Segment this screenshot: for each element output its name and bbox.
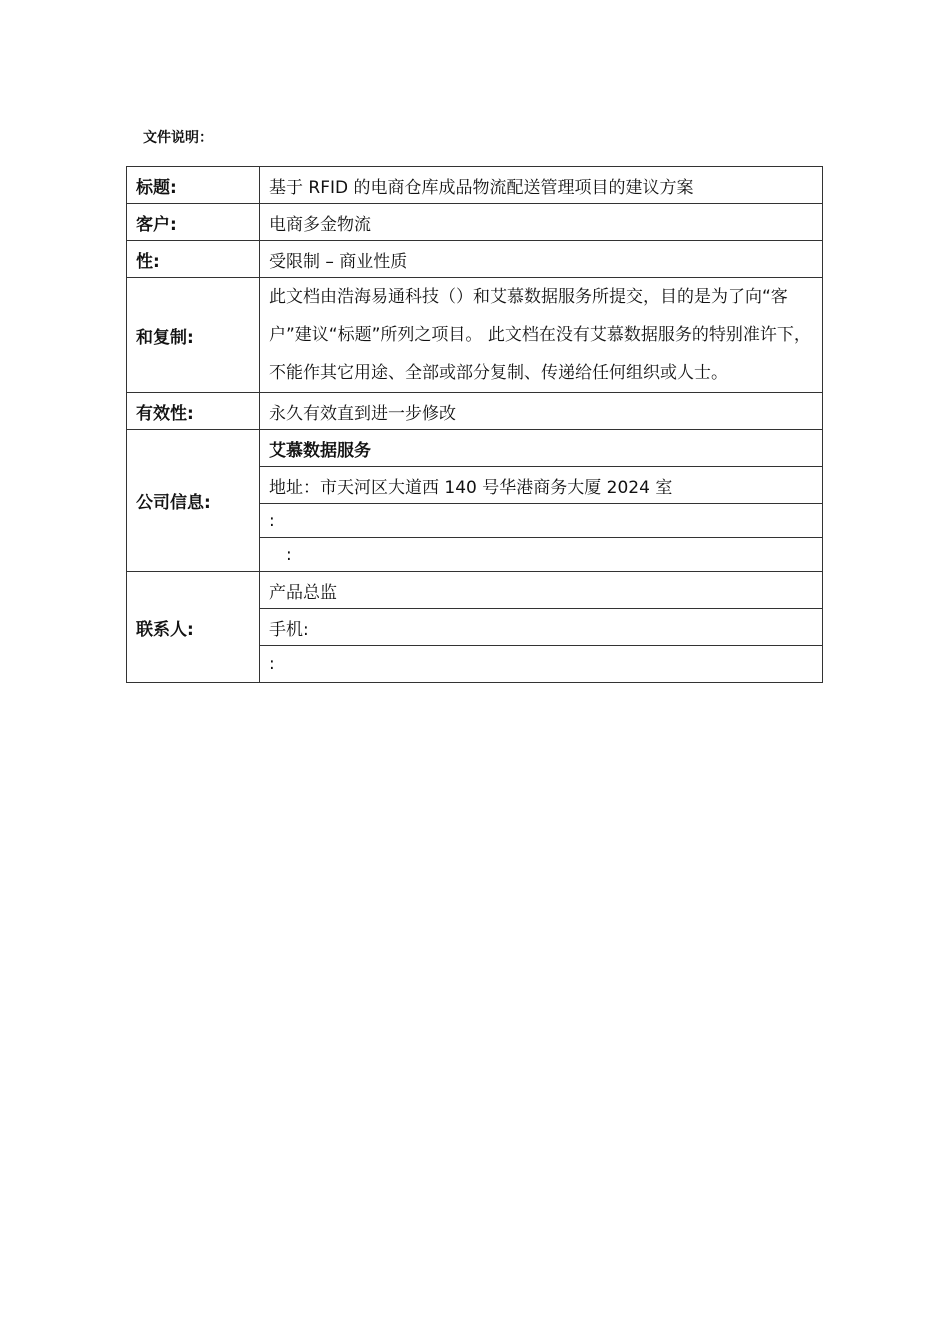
document-heading: 文件说明： — [143, 130, 213, 146]
contact-label: 联系人: — [127, 572, 260, 683]
document-info-table — [126, 166, 823, 683]
table-row-copyright — [127, 278, 823, 393]
validity-label: 有效性: — [127, 393, 260, 430]
client-label: 客户: — [127, 204, 260, 241]
table-row-nature — [127, 241, 823, 278]
nature-label: 性: — [127, 241, 260, 278]
table-row-company-name — [127, 430, 823, 467]
company-line3: : — [260, 504, 823, 538]
copyright-value: 此文档由浩海易通科技（）和艾慕数据服务所提交，目的是为了向“客户”建议“标题”所列之项目。 此文档在没有艾慕数据服务的特别准许下，不能作其它用途、全部或部分复制、传递给任何组织或人士。 — [260, 278, 823, 393]
table-row-validity — [127, 393, 823, 430]
copyright-label: 和复制: — [127, 278, 260, 393]
company-name: 艾慕数据服务 — [260, 430, 823, 467]
table-row-title — [127, 167, 823, 204]
contact-role: 产品总监 — [260, 572, 823, 609]
contact-mobile: 手机: — [260, 609, 823, 646]
company-line4: : — [260, 538, 823, 572]
contact-line3: : — [260, 646, 823, 683]
nature-value: 受限制 – 商业性质 — [260, 241, 823, 278]
table-row-client — [127, 204, 823, 241]
title-value: 基于 RFID 的电商仓库成品物流配送管理项目的建议方案 — [260, 167, 823, 204]
table-row-contact-role — [127, 572, 823, 609]
validity-value: 永久有效直到进一步修改 — [260, 393, 823, 430]
client-value: 电商多金物流 — [260, 204, 823, 241]
company-label: 公司信息: — [127, 430, 260, 572]
title-label: 标题: — [127, 167, 260, 204]
company-address: 地址：市天河区大道西 140 号华港商务大厦 2024 室 — [260, 467, 823, 504]
